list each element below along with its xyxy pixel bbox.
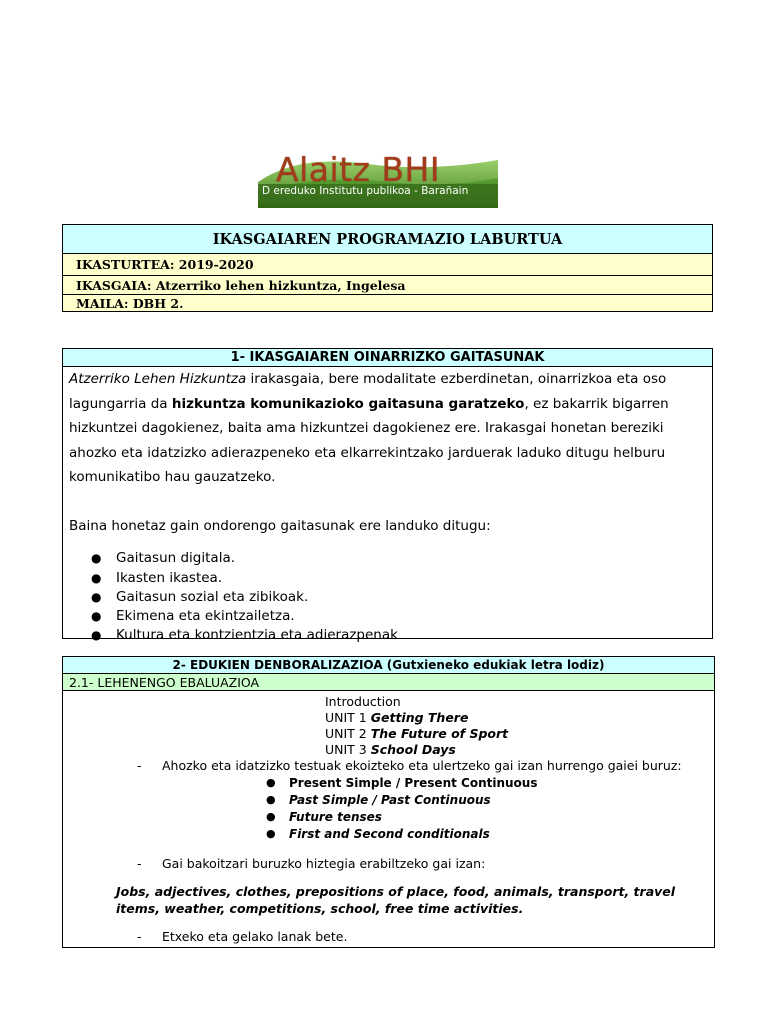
- dash-bullet: -: [137, 856, 142, 871]
- bullet-icon: ●: [266, 793, 276, 806]
- list-item: [91, 626, 706, 645]
- list-item: [91, 607, 706, 626]
- paragraph-emphasis: hizkuntza komunikazioko gaitasuna garatzeko: [171, 395, 525, 412]
- homework-line: Etxeko eta gelako lanak bete.: [162, 929, 348, 944]
- grammar-item: First and Second conditionals: [289, 827, 490, 841]
- maila-row: MAILA: DBH 2.: [62, 295, 713, 312]
- unit-label: UNIT 1: [325, 710, 371, 725]
- list-item-text: Gaitasun sozial eta zibikoak.: [116, 588, 309, 605]
- unit-2: [325, 726, 508, 741]
- dash-bullet: -: [137, 929, 142, 944]
- unit-title: Getting There: [370, 710, 469, 725]
- list-item: [91, 549, 706, 568]
- program-header-table: [62, 224, 713, 312]
- paragraph-text-a: irakasgaia, bere modalitate ezberdinetan, oinarrizkoa eta oso lagungarria da: [69, 371, 667, 412]
- competences-list: [69, 549, 706, 645]
- list-item-text: Kultura eta kontzientzia eta adierazpenak: [116, 627, 398, 644]
- bullet-icon: ●: [266, 827, 276, 840]
- list-item-text: Gaitasun digitala.: [116, 550, 236, 567]
- grammar-item: Future tenses: [289, 810, 382, 824]
- content-schedule-heading: 2- EDUKIEN DENBORALIZAZIOA (Gutxieneko edukiak letra lodiz): [62, 656, 715, 674]
- competences-heading: 1- IKASGAIAREN OINARRIZKO GAITASUNAK: [62, 348, 713, 367]
- skills-line: Ahozko eta idatzizko testuak ekoizteko eta ulertzeko gai izan hurrengo gaiei buruz:: [162, 758, 682, 773]
- ikasgaia-row: IKASGAIA: Atzerriko lehen hizkuntza, Ingelesa: [62, 276, 713, 295]
- bullet-icon: ●: [91, 551, 102, 566]
- competences-body: [62, 367, 713, 644]
- bullet-icon: ●: [91, 589, 102, 604]
- intro-line: Introduction: [325, 694, 401, 709]
- unit-1: [325, 710, 468, 725]
- list-item: [91, 588, 706, 607]
- document-title: IKASGAIAREN PROGRAMAZIO LABURTUA: [62, 224, 713, 254]
- competences-section: [62, 348, 713, 644]
- grammar-item: Past Simple / Past Continuous: [289, 793, 491, 807]
- competences-paragraph: [69, 367, 706, 490]
- list-item-text: Ekimena eta ekintzailetza.: [116, 608, 295, 625]
- bullet-icon: ●: [266, 776, 276, 789]
- ikasturtea-row: IKASTURTEA: 2019-2020: [62, 254, 713, 276]
- competences-intro: Baina honetaz gain ondorengo gaitasunak ere landuko ditugu:: [69, 517, 491, 534]
- first-evaluation-body: [62, 691, 715, 948]
- bullet-icon: ●: [91, 628, 102, 643]
- grammar-item: Present Simple / Present Continuous: [289, 776, 538, 790]
- unit-3: [325, 742, 456, 757]
- logo-title: Alaitz BHI: [276, 150, 441, 189]
- logo-subtitle: D ereduko Institutu publikoa - Barañain: [262, 185, 469, 197]
- list-item: [91, 569, 706, 588]
- school-logo: [258, 152, 498, 208]
- dash-bullet: -: [137, 758, 142, 773]
- unit-label: UNIT 2: [325, 726, 371, 741]
- unit-label: UNIT 3: [325, 742, 371, 757]
- vocabulary-topics: Jobs, adjectives, clothes, prepositions of place, food, animals, transport, travel items, weather, competitions, school, free time activities.: [116, 884, 676, 916]
- unit-title: School Days: [370, 742, 456, 757]
- first-evaluation-heading: 2.1- LEHENENGO EBALUAZIOA: [62, 674, 715, 691]
- paragraph-text-b: , ez bakarrik bigarren hizkuntzei dagokienez, baita ama hizkuntzei dagokienez ere. Irakasgai honetan bereziki ahozko eta idatzizko adierazpeneko eta elkarrekintzako jarduerak laduko ditugu helburu komunikatibo hau gauzatzeko.: [69, 395, 669, 486]
- unit-title: The Future of Sport: [370, 726, 509, 741]
- content-schedule-section: [62, 656, 715, 948]
- vocabulary-line: Gai bakoitzari buruzko hiztegia erabiltzeko gai izan:: [162, 856, 486, 871]
- bullet-icon: ●: [91, 570, 102, 585]
- list-item-text: Ikasten ikastea.: [116, 569, 223, 586]
- bullet-icon: ●: [266, 810, 276, 823]
- subject-name: Atzerriko Lehen Hizkuntza: [69, 371, 247, 387]
- bullet-icon: ●: [91, 609, 102, 624]
